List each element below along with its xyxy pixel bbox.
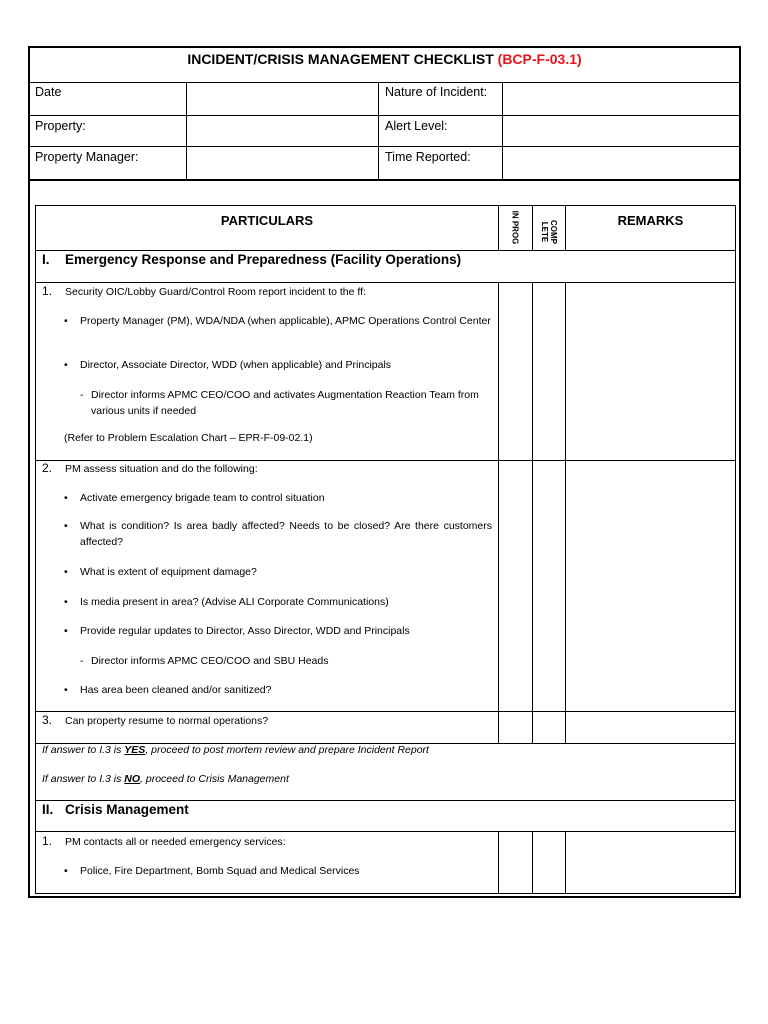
bullet-item: • Activate emergency brigade team to control situation <box>80 490 492 506</box>
property-manager-label: Property Manager: <box>35 150 139 164</box>
form-title-text: INCIDENT/CRISIS MANAGEMENT CHECKLIST <box>187 51 498 67</box>
in-progress-cell[interactable] <box>499 283 532 460</box>
item-text: PM contacts all or needed emergency services: <box>65 836 286 848</box>
remarks-cell[interactable] <box>566 712 735 743</box>
sub-item: - Director informs APMC CEO/COO and activates Augmentation Reaction Team from various units if needed <box>91 387 492 419</box>
item-text: Can property resume to normal operations? <box>65 715 269 727</box>
remarks-cell[interactable] <box>566 283 735 460</box>
table-divider <box>498 206 499 250</box>
remarks-cell[interactable] <box>566 832 735 893</box>
info-divider <box>378 82 379 179</box>
complete-cell[interactable] <box>533 283 565 460</box>
info-divider <box>30 179 739 181</box>
nature-of-incident-label: Nature of Incident: <box>385 85 488 99</box>
note-text: If answer to I.3 is <box>42 744 125 756</box>
note-text: , proceed to post mortem review and prepare Incident Report <box>145 744 429 756</box>
note-yes <box>42 743 429 757</box>
table-divider <box>532 206 533 250</box>
reference-note: (Refer to Problem Escalation Chart – EPR-F-09-02.1) <box>64 432 313 444</box>
remarks-header: REMARKS <box>617 213 684 228</box>
in-progress-cell[interactable] <box>499 832 532 893</box>
property-manager-field[interactable] <box>187 147 378 179</box>
section-1-number: I. <box>42 252 50 267</box>
note-keyword: YES <box>124 744 146 756</box>
in-progress-header: IN PROG <box>510 210 520 245</box>
date-field[interactable] <box>187 83 378 115</box>
form-title <box>30 49 739 83</box>
form-code: (BCP-F-03.1) <box>497 51 582 67</box>
sub-item: - Director informs APMC CEO/COO and SBU Heads <box>91 653 492 669</box>
time-reported-label: Time Reported: <box>385 150 471 164</box>
item-text: PM assess situation and do the following: <box>65 463 258 475</box>
bullet-item: • What is condition? Is area badly affected? Needs to be closed? Are there customers affected? <box>80 518 492 550</box>
property-label: Property: <box>35 119 86 133</box>
complete-header: COMP LETE <box>540 220 558 244</box>
in-progress-cell[interactable] <box>499 712 532 743</box>
note-text: , proceed to Crisis Management <box>140 773 289 785</box>
note-keyword: NO <box>124 773 141 785</box>
section-1-title: Emergency Response and Preparedness (Facility Operations) <box>65 252 462 267</box>
time-reported-field[interactable] <box>503 147 739 179</box>
complete-cell[interactable] <box>533 461 565 711</box>
section-2-title: Crisis Management <box>65 802 189 817</box>
bullet-item: • Has area been cleaned and/or sanitized? <box>80 682 492 698</box>
item-number: 2. <box>42 461 53 475</box>
bullet-item: • What is extent of equipment damage? <box>80 564 492 580</box>
bullet-item: • Police, Fire Department, Bomb Squad and Medical Services <box>80 863 492 879</box>
complete-cell[interactable] <box>533 712 565 743</box>
section-2-number: II. <box>42 802 54 817</box>
alert-level-label: Alert Level: <box>385 119 448 133</box>
bullet-item: • Director, Associate Director, WDD (when applicable) and Principals <box>80 357 492 373</box>
complete-cell[interactable] <box>533 832 565 893</box>
bullet-item: • Is media present in area? (Advise ALI Corporate Communications) <box>80 594 492 610</box>
item-text: Security OIC/Lobby Guard/Control Room report incident to the ff: <box>65 286 366 298</box>
note-no <box>42 772 289 786</box>
remarks-cell[interactable] <box>566 461 735 711</box>
bullet-item: • Provide regular updates to Director, Asso Director, WDD and Principals <box>80 623 492 639</box>
particulars-header: PARTICULARS <box>220 213 314 228</box>
date-label: Date <box>35 85 62 99</box>
bullet-item: • Property Manager (PM), WDA/NDA (when applicable), APMC Operations Control Center <box>80 313 492 329</box>
item-number: 1. <box>42 834 53 848</box>
nature-of-incident-field[interactable] <box>503 83 739 115</box>
note-text: If answer to I.3 is <box>42 773 125 785</box>
alert-level-field[interactable] <box>503 116 739 146</box>
item-number: 1. <box>42 284 53 298</box>
in-progress-cell[interactable] <box>499 461 532 711</box>
item-number: 3. <box>42 713 53 727</box>
property-field[interactable] <box>187 116 378 146</box>
